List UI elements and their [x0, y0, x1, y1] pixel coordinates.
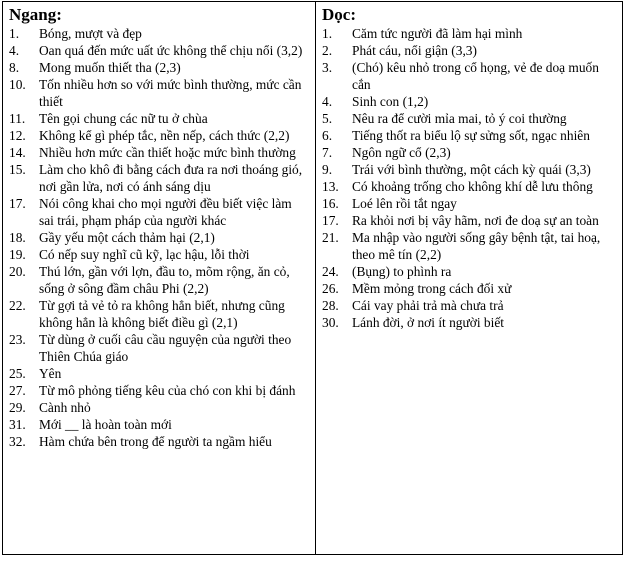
clue-number: 17.	[9, 196, 26, 211]
clue-text: Gầy yếu một cách thảm hại (2,1)	[39, 230, 215, 245]
clue-text: Từ dùng ở cuối câu cầu nguyện của người theo Thiên Chúa giáo	[39, 332, 292, 364]
clue-number: 1.	[322, 26, 333, 41]
clue-text: Mới __ là hoàn toàn mới	[39, 417, 172, 432]
clue-number: 1.	[9, 26, 20, 41]
clue-item	[322, 42, 618, 59]
clue-text: Tiếng thốt ra biểu lộ sự sửng sốt, ngạc nhiên	[352, 128, 590, 143]
clue-number: 2.	[322, 43, 333, 58]
clue-number: 32.	[9, 434, 26, 449]
clue-item	[322, 93, 618, 110]
clue-text: Yên	[39, 366, 62, 381]
clue-text: Ma nhập vào người sống gây bệnh tật, tai hoạ, theo mê tín (2,2)	[352, 230, 601, 262]
clue-item	[9, 110, 309, 127]
clue-item	[322, 314, 618, 331]
clue-item	[9, 382, 309, 399]
clue-number: 31.	[9, 417, 26, 432]
clue-number: 26.	[322, 281, 339, 296]
clue-text: (Bụng) to phình ra	[352, 264, 452, 279]
clue-text: Có khoảng trống cho không khí dễ lưu thông	[352, 179, 593, 194]
clue-item	[322, 263, 618, 280]
clue-number: 23.	[9, 332, 26, 347]
clue-number: 4.	[322, 94, 333, 109]
clue-text: Phát cáu, nổi giận (3,3)	[352, 43, 477, 58]
clue-item	[9, 195, 309, 229]
clue-number: 30.	[322, 315, 339, 330]
clue-number: 11.	[9, 111, 26, 126]
clue-item	[9, 297, 309, 331]
clue-number: 10.	[9, 77, 26, 92]
clue-text: Nhiều hơn mức cần thiết hoặc mức bình thường	[39, 145, 296, 160]
clue-item	[322, 161, 618, 178]
clue-item	[9, 59, 309, 76]
clue-item	[9, 127, 309, 144]
clue-item	[9, 144, 309, 161]
clue-number: 13.	[322, 179, 339, 194]
clue-number: 3.	[322, 60, 333, 75]
down-column	[322, 4, 618, 331]
clue-item	[9, 161, 309, 195]
clue-number: 17.	[322, 213, 339, 228]
clue-number: 15.	[9, 162, 26, 177]
clue-text: Ra khỏi nơi bị vây hãm, nơi đe doạ sự an toàn	[352, 213, 599, 228]
clue-text: Trái với bình thường, một cách kỳ quái (3,3)	[352, 162, 591, 177]
clue-number: 20.	[9, 264, 26, 279]
clue-text: Mong muốn thiết tha (2,3)	[39, 60, 181, 75]
clue-text: Cái vay phải trả mà chưa trả	[352, 298, 504, 313]
clue-item	[9, 416, 309, 433]
clue-item	[322, 59, 618, 93]
clue-item	[322, 110, 618, 127]
clue-text: Từ mô phỏng tiếng kêu của chó con khi bị đánh	[39, 383, 296, 398]
across-clue-list	[9, 25, 309, 450]
clue-number: 14.	[9, 145, 26, 160]
clue-text: Từ gợi tả vẻ tỏ ra không hẳn biết, nhưng cũng không hẳn là không biết điều gì (2,1)	[39, 298, 285, 330]
clue-number: 25.	[9, 366, 26, 381]
clue-item	[9, 365, 309, 382]
clue-item	[322, 178, 618, 195]
crossword-clue-table	[2, 1, 623, 555]
clue-text: Loé lên rồi tắt ngay	[352, 196, 457, 211]
clue-number: 5.	[322, 111, 333, 126]
clue-text: (Chó) kêu nhỏ trong cổ họng, vẻ đe doạ muốn cắn	[352, 60, 599, 92]
clue-number: 6.	[322, 128, 333, 143]
clue-text: Mềm mỏng trong cách đối xử	[352, 281, 512, 296]
clue-text: Thú lớn, gần với lợn, đầu to, mõm rộng, ăn cỏ, sống ở sông đầm châu Phi (2,2)	[39, 264, 290, 296]
clue-text: Bóng, mượt và đẹp	[39, 26, 142, 41]
clue-number: 27.	[9, 383, 26, 398]
clue-number: 9.	[322, 162, 333, 177]
clue-text: Căm tức người đã làm hại mình	[352, 26, 523, 41]
clue-text: Có nếp suy nghĩ cũ kỹ, lạc hậu, lỗi thời	[39, 247, 250, 262]
clue-item	[9, 229, 309, 246]
clue-item	[9, 331, 309, 365]
clue-item	[9, 399, 309, 416]
column-divider	[315, 2, 316, 554]
clue-item	[322, 127, 618, 144]
clue-item	[322, 144, 618, 161]
clue-number: 28.	[322, 298, 339, 313]
clue-number: 24.	[322, 264, 339, 279]
clue-item	[9, 25, 309, 42]
clue-text: Nêu ra để cười mỉa mai, tỏ ý coi thường	[352, 111, 567, 126]
clue-item	[322, 297, 618, 314]
clue-text: Sinh con (1,2)	[352, 94, 429, 109]
clue-text: Ngôn ngữ cổ (2,3)	[352, 145, 451, 160]
clue-text: Lánh đời, ở nơi ít người biết	[352, 315, 504, 330]
clue-text: Tốn nhiều hơn so với mức bình thường, mức cần thiết	[39, 77, 302, 109]
clue-item	[9, 433, 309, 450]
across-heading: Ngang:	[9, 5, 62, 24]
down-clue-list	[322, 25, 618, 331]
clue-text: Hàm chứa bên trong để người ta ngầm hiểu	[39, 434, 272, 449]
clue-number: 29.	[9, 400, 26, 415]
clue-number: 21.	[322, 230, 339, 245]
clue-number: 22.	[9, 298, 26, 313]
clue-item	[9, 263, 309, 297]
clue-item	[9, 42, 309, 59]
clue-text: Oan quá đến mức uất ức không thể chịu nổi (3,2)	[39, 43, 303, 58]
clue-item	[322, 195, 618, 212]
clue-text: Không kể gì phép tắc, nền nếp, cách thức (2,2)	[39, 128, 290, 143]
clue-item	[322, 280, 618, 297]
clue-item	[322, 212, 618, 229]
clue-number: 16.	[322, 196, 339, 211]
clue-item	[322, 229, 618, 263]
clue-number: 18.	[9, 230, 26, 245]
clue-number: 4.	[9, 43, 20, 58]
clue-item	[9, 76, 309, 110]
clue-text: Tên gọi chung các nữ tu ở chùa	[39, 111, 208, 126]
clue-text: Nói công khai cho mọi người đều biết việc làm sai trái, phạm pháp của người khác	[39, 196, 292, 228]
clue-number: 19.	[9, 247, 26, 262]
across-column	[9, 4, 309, 450]
clue-text: Cành nhỏ	[39, 400, 91, 415]
clue-item	[9, 246, 309, 263]
clue-text: Làm cho khô đi bằng cách đưa ra nơi thoáng gió, nơi gần lửa, nơi có ánh sáng dịu	[39, 162, 303, 194]
clue-number: 12.	[9, 128, 26, 143]
clue-number: 7.	[322, 145, 333, 160]
down-heading: Dọc:	[322, 5, 356, 24]
clue-item	[322, 25, 618, 42]
clue-number: 8.	[9, 60, 20, 75]
